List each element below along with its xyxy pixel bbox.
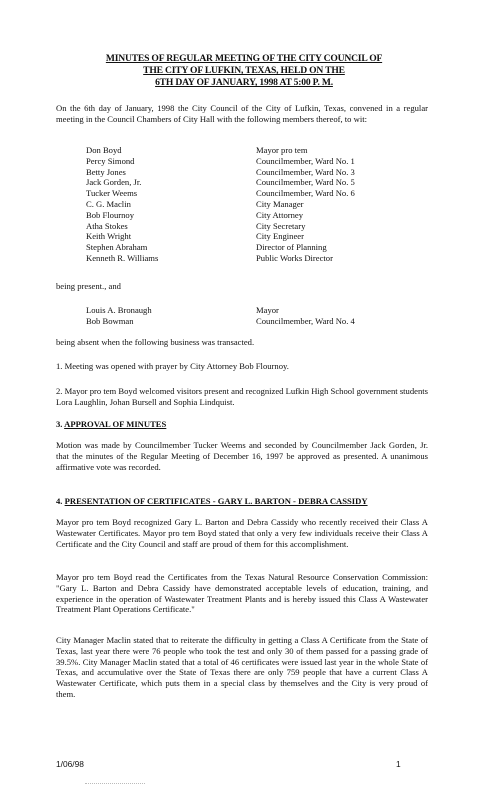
member-row — [86, 177, 406, 188]
title-line-2: THE CITY OF LUFKIN, TEXAS, HELD ON THE — [143, 65, 345, 76]
member-name: Stephen Abraham — [86, 242, 148, 253]
section-heading-approval — [56, 419, 166, 430]
section-number: 3. — [56, 419, 63, 429]
member-role: Councilmember, Ward No. 4 — [256, 315, 355, 326]
member-name: Keith Wright — [86, 231, 132, 242]
section-label: APPROVAL OF MINUTES — [64, 419, 167, 429]
member-name: Kenneth R. Williams — [86, 252, 159, 263]
title-line-1: MINUTES OF REGULAR MEETING OF THE CITY COUNCIL OF — [105, 53, 383, 64]
member-name: Jack Gorden, Jr. — [86, 177, 142, 188]
member-row — [86, 145, 406, 156]
member-row — [86, 199, 406, 210]
member-role: City Secretary — [256, 220, 306, 231]
present-members-list — [86, 145, 406, 264]
member-row — [86, 167, 406, 178]
member-row — [86, 210, 406, 221]
absent-members-list — [86, 305, 406, 327]
member-role: Mayor pro tem — [256, 145, 308, 155]
member-row — [86, 188, 406, 199]
member-role: Director of Planning — [256, 242, 327, 253]
member-role: City Attorney — [256, 209, 304, 220]
title-line-3: 6TH DAY OF JANUARY, 1998 AT 5:00 P. M. — [155, 77, 333, 88]
member-name: Percy Simond — [86, 155, 135, 166]
member-name: Atha Stokes — [86, 220, 128, 231]
member-row — [86, 316, 406, 327]
footer-page-number: 1 — [396, 759, 401, 769]
member-name: Betty Jones — [86, 166, 126, 177]
footer-date: 1/06/98 — [56, 759, 84, 769]
member-role: Public Works Director — [256, 252, 333, 263]
member-name: Tucker Weems — [86, 188, 138, 199]
item-1-paragraph: 1. Meeting was opened with prayer by City Attorney Bob Flournoy. — [56, 361, 289, 371]
member-row — [86, 253, 406, 264]
member-role: City Manager — [256, 198, 304, 209]
member-name: Louis A. Bronaugh — [86, 305, 152, 315]
member-role: Mayor — [256, 305, 279, 315]
section-number: 4. — [56, 496, 63, 506]
intro-paragraph: On the 6th day of January, 1998 the City Council of the City of Lufkin, Texas, convened in a regular meeting in the Council Chambers of City Hall with the following members thereof, to wit: — [56, 103, 428, 124]
member-role: City Engineer — [256, 231, 304, 242]
being-present-text: being present., and — [56, 281, 121, 291]
certificates-paragraph-3: City Manager Maclin stated that to reiterate the difficulty in getting a Class A Certificate from the State of Texas, last year there were 76 people who took the test and only 30 of them passed for a passing grade of 39.5%. City Manager Maclin stated that a total of 46 certificates were issued last year in the whole State of Texas, and accumulative over the State of Texas there are only 759 people that have a current Class A Wastewater Certificate, which puts them in a special class by themselves and the City is very proud of them. — [56, 635, 428, 699]
section-label: PRESENTATION OF CERTIFICATES - GARY L. BARTON - DEBRA CASSIDY — [64, 496, 368, 506]
member-row — [86, 231, 406, 242]
certificates-paragraph-1: Mayor pro tem Boyd recognized Gary L. Barton and Debra Cassidy who recently received their Class A Wastewater Certificates. Mayor pro tem Boyd stated that only a very few individuals receive their Class A Certificate and the City Council and staff are proud of them for this accomplishment. — [56, 517, 428, 549]
member-role: Councilmember, Ward No. 5 — [256, 177, 355, 188]
scan-artifact — [85, 783, 145, 786]
motion-paragraph: Motion was made by Councilmember Tucker Weems and seconded by Councilmember Jack Gorden, Jr. that the minutes of the Regular Meeting of December 16, 1997 be approved as presented. A unanimous affirmative vote was recorded. — [56, 440, 428, 472]
member-name: Bob Flournoy — [86, 209, 134, 220]
member-name: Bob Bowman — [86, 315, 134, 326]
section-heading-certificates — [56, 496, 368, 507]
item-2-paragraph: 2. Mayor pro tem Boyd welcomed visitors present and recognized Lufkin High School government students Lora Laughlin, Johan Bursell and Sophia Lindquist. — [56, 386, 428, 407]
being-absent-text: being absent when the following business was transacted. — [56, 337, 255, 347]
member-name: C. G. Maclin — [86, 198, 131, 209]
member-row — [86, 242, 406, 253]
member-row — [86, 221, 406, 232]
certificates-paragraph-2: Mayor pro tem Boyd read the Certificates from the Texas Natural Resource Conservation Commission: "Gary L. Barton and Debra Cassidy have demonstrated acceptable levels of education, training, and experience in the operation of Wastewater Treatment Plants and is hereby issued this Class A Wastewater Treatment Plant Operations Certificate." — [56, 572, 428, 615]
member-row — [86, 156, 406, 167]
member-name: Don Boyd — [86, 145, 122, 155]
member-role: Councilmember, Ward No. 3 — [256, 166, 355, 177]
member-role: Councilmember, Ward No. 1 — [256, 155, 355, 166]
member-role: Councilmember, Ward No. 6 — [256, 188, 355, 199]
member-row — [86, 305, 406, 316]
